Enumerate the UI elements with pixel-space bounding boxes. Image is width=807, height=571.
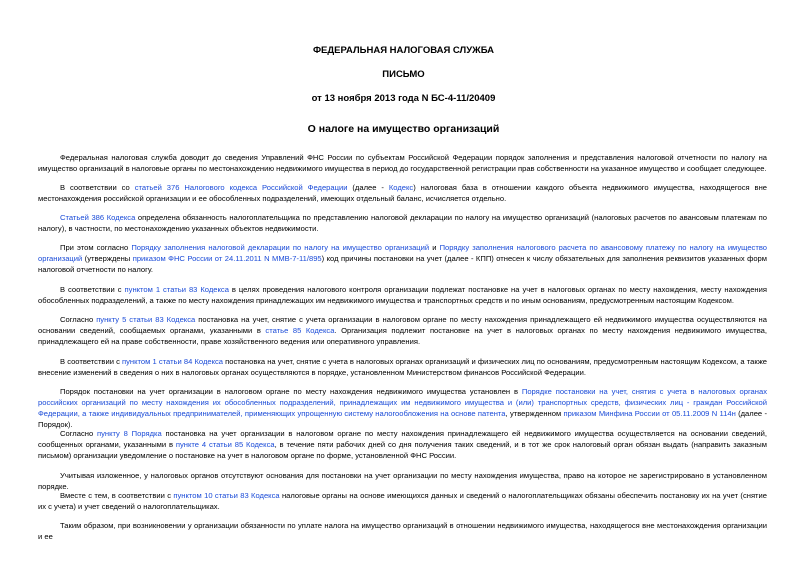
paragraph-text: Согласно [60, 315, 97, 324]
document-link[interactable]: Статьей 386 Кодекса [60, 213, 136, 222]
paragraph-text: ) код причины постановки на учет (далее - КПП) отнесен к числу обязательных для заполнения реквизитов указанных форм налоговой отчетности по налогу. [38, 254, 767, 274]
paragraph [38, 490, 767, 512]
paragraph-text: (утверждены [82, 254, 133, 263]
document-link[interactable]: Порядке постановки на учет, снятия с учета в налоговых органах российских организаций по месту нахождения их обособленных подразделений, принадлежащих им недвижимого имущества и (или) транспортных средств, физических лиц - граждан Российской Федерации, а также индивидуальных предпринимателей, применяющих упрощенную систему налогообложения на основе патента [38, 387, 767, 418]
paragraph-text: Таким образом, при возникновении у организации обязанности по уплате налога на имущество организаций в отношении недвижимого имущества, находящегося вне местонахождения организации и ее [38, 521, 767, 541]
paragraph [38, 242, 767, 275]
paragraph-text: Вместе с тем, в соответствии с [60, 491, 174, 500]
paragraph-text: (далее - Порядок). [38, 409, 767, 429]
paragraph [38, 356, 767, 378]
paragraph-text: В соответствии с [60, 357, 122, 366]
paragraph [38, 152, 767, 174]
document-link[interactable]: пунктом 10 статьи 83 Кодекса [173, 491, 280, 500]
paragraph-text: , утвержденном [505, 409, 564, 418]
paragraph [38, 386, 767, 430]
paragraph [38, 428, 767, 461]
paragraph-text: и [429, 243, 440, 252]
paragraph [38, 520, 767, 542]
document-link[interactable]: Кодекс [388, 183, 414, 192]
paragraph-text: . Организация подлежит постановке на учет в налоговых органах по месту нахождения недвижимого имущества, принадлежащего ей на праве собственности, праве хозяйственного ведения или оперативного управления. [38, 326, 767, 346]
paragraph [38, 182, 767, 204]
paragraph-text: налоговые органы на основе имеющихся данных и сведений о налогоплательщиках обязаны обеспечить постановку их на учет (снятие их с учета) и учет сведений о налогоплательщиках. [38, 491, 768, 511]
paragraph-text: При этом согласно [60, 243, 132, 252]
paragraph-text: (далее - [347, 183, 389, 192]
document-link[interactable]: приказом ФНС России от 24.11.2011 N ММВ-7-11/895 [132, 254, 322, 263]
paragraph [38, 470, 767, 492]
document-link[interactable]: пункту 5 статьи 83 Кодекса [96, 315, 196, 324]
document-link[interactable]: Порядку заполнения налоговой декларации по налогу на имущество организаций [131, 243, 430, 252]
document-date-number: от 13 ноября 2013 года N БС-4-11/20409 [311, 93, 496, 104]
paragraph-text: В соответствии с [60, 285, 125, 294]
document-link[interactable]: приказом Минфина России от 05.11.2009 N 114н [563, 409, 736, 418]
paragraph-text: постановка на учет, снятие с учета организации в налоговом органе по месту нахождения принадлежащего ей недвижимого имущества осуществляются на основании сведений, сообщаемых органами, указанными в [38, 315, 767, 335]
paragraph-text: Учитывая изложенное, у налоговых органов отсутствуют основания для постановки на учет организации по месту нахождения имущества, право на которое не зарегистрировано в установленном порядке. [38, 471, 767, 491]
paragraph-text: постановка на учет организации в налоговом органе по месту нахождения принадлежащего ей недвижимого имущества осуществляется на основании сведений, сообщенных органами, указанными в [38, 429, 768, 449]
paragraph-text: определена обязанность налогоплательщика по представлению налоговой декларации по налогу на имущество организаций (налоговых расчетов по авансовым платежам по налогу), в частности, по местонахождению указанных объектов недвижимости. [38, 213, 767, 233]
paragraph-text: Порядок постановки на учет организации в налоговом органе по месту нахождения недвижимого имущества установлен в [60, 387, 522, 396]
paragraph [38, 284, 767, 306]
paragraph-text: , в течение пяти рабочих дней со дня получения таких сведений, и в тот же срок налоговый орган обязан выдать (направить заказным письмом) организации уведомление о постановке на учет в налоговом органе по форме, установленной ФНС России. [38, 440, 767, 460]
paragraph-text: В соответствии со [60, 183, 135, 192]
paragraph-text: в целях проведения налогового контроля организации подлежат постановке на учет в налоговых органах по месту нахождения, месту нахождения обособленных подразделений, а также по месту нахождения принадлежащих им недвижимого имущества и транспортных средств и по иным основаниям, предусмотренным настоящим Кодексом. [38, 285, 767, 305]
document-link[interactable]: пунктом 1 статьи 83 Кодекса [124, 285, 229, 294]
document-link[interactable]: статье 85 Кодекса [265, 326, 335, 335]
paragraph [38, 212, 767, 234]
document-link[interactable]: пункте 4 статьи 85 Кодекса [175, 440, 275, 449]
document-type: ПИСЬМО [382, 69, 425, 80]
document-link[interactable]: статьей 376 Налогового кодекса Российской Федерации [134, 183, 348, 192]
paragraph-text: ) налоговая база в отношении каждого объекта недвижимого имущества, находящегося вне местонахождения российской организации и ее обособленных подразделений, имеющих отдельный баланс, исчисляется отдельно. [38, 183, 767, 203]
paragraph-text: Согласно [60, 429, 97, 438]
document-link[interactable]: пункту 8 Порядка [96, 429, 162, 438]
document-link[interactable]: Порядку заполнения налогового расчета по авансовому платежу по налогу на имущество организаций [38, 243, 767, 263]
paragraph-text: постановка на учет, снятие с учета в налоговых органах организаций и физических лиц по основаниям, предусмотренным настоящим Кодексом, а также внесение изменений в сведения о них в налоговых органах осуществляются в порядке, установленном Министерством финансов Российской Федерации. [38, 357, 767, 377]
document-title: О налоге на имущество организаций [307, 123, 500, 135]
issuing-authority: ФЕДЕРАЛЬНАЯ НАЛОГОВАЯ СЛУЖБА [312, 45, 495, 56]
document-link[interactable]: пунктом 1 статьи 84 Кодекса [122, 357, 224, 366]
paragraph [38, 314, 767, 347]
paragraph-text: Федеральная налоговая служба доводит до сведения Управлений ФНС России по субъектам Российской Федерации порядок заполнения и представления налоговой отчетности по налогу на имущество организаций в налоговые органы по местонахождению недвижимого имущества в период до государственной регистрации прав собственности на указанное имущество и сообщает следующее. [38, 153, 767, 173]
